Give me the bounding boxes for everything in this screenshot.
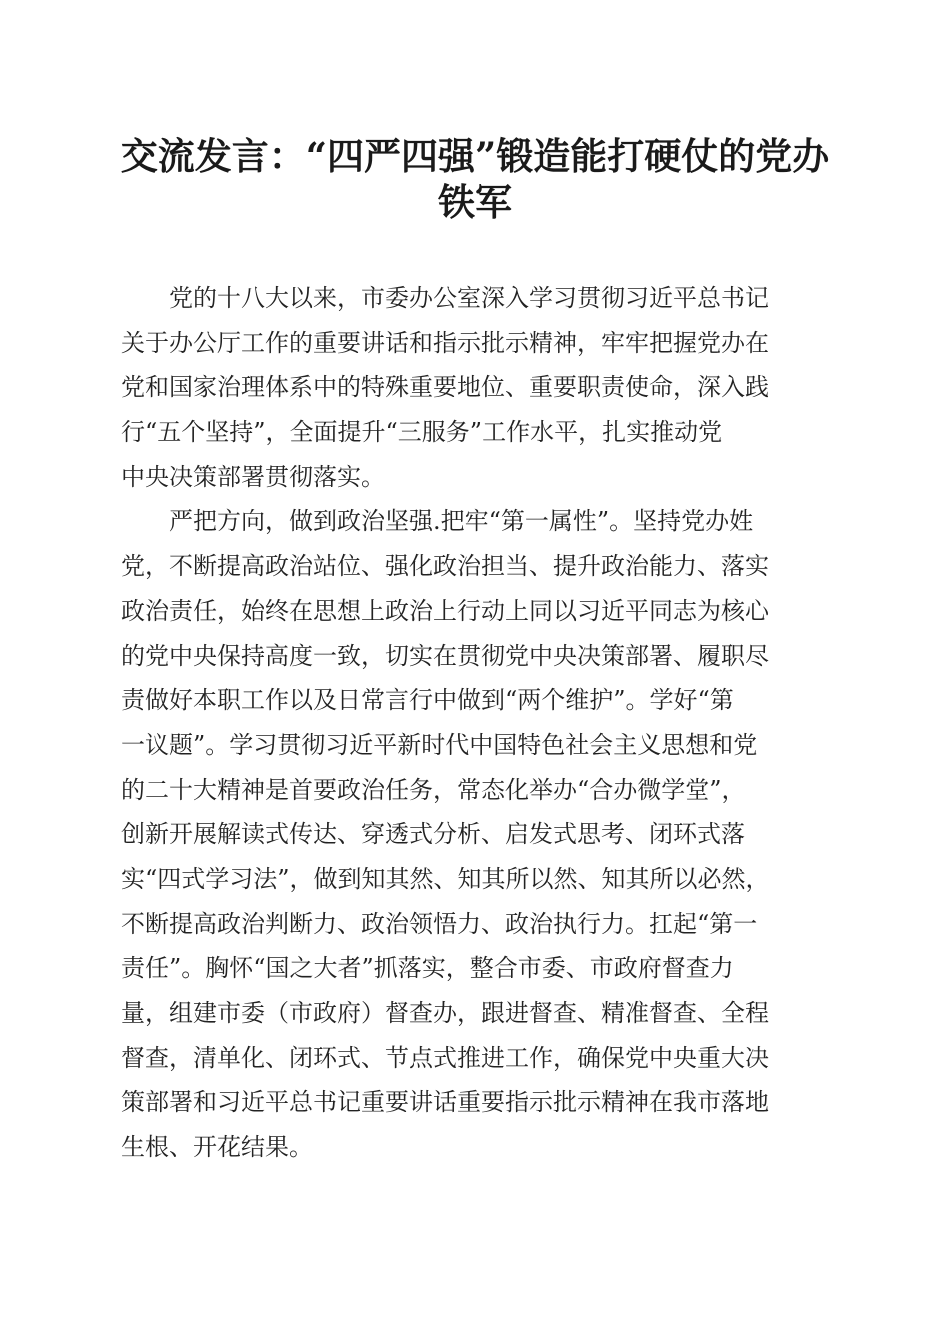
paragraph-2 bbox=[121, 499, 833, 1169]
text-line: 责任”。胸怀“国之大者”抓落实，整合市委、市政府督查力 bbox=[121, 954, 734, 983]
text-line: 政治责任，始终在思想上政治上行动上同以习近平同志为核心 bbox=[121, 596, 769, 625]
text-line: 严把方向，做到政治坚强.把牢“第一属性”。坚持党办姓 bbox=[169, 507, 754, 536]
text-line: 生根、开花结果。 bbox=[121, 1133, 313, 1162]
text-line: 党和国家治理体系中的特殊重要地位、重要职责使命，深入践 bbox=[121, 373, 769, 402]
text-line: 不断提高政治判断力、政治领悟力、政治执行力。扛起“第一 bbox=[121, 909, 758, 938]
text-line: 实“四式学习法”，做到知其然、知其所以然、知其所以必然， bbox=[121, 864, 770, 893]
title-line: 铁军 bbox=[438, 180, 512, 224]
text-line: 的二十大精神是首要政治任务，常态化举办“合办微学堂”， bbox=[121, 775, 746, 804]
text-line: 责做好本职工作以及日常言行中做到“两个维护”。学好“第 bbox=[121, 686, 734, 715]
text-line: 策部署和习近平总书记重要讲话重要指示批示精神在我市落地 bbox=[121, 1088, 769, 1117]
text-line: 党的十八大以来，市委办公室深入学习贯彻习近平总书记 bbox=[169, 284, 769, 312]
text-line: 行“五个坚持”，全面提升“三服务”工作水平，扎实推动党 bbox=[121, 418, 723, 447]
text-line: 的党中央保持高度一致，切实在贯彻党中央决策部署、履职尽 bbox=[121, 641, 769, 670]
text-line: 督查，清单化、闭环式、节点式推进工作，确保党中央重大决 bbox=[121, 1043, 769, 1072]
text-line: 关于办公厅工作的重要讲话和指示批示精神，牢牢把握党办在 bbox=[121, 328, 769, 357]
paragraph-1 bbox=[121, 276, 833, 499]
document-body bbox=[121, 276, 833, 1170]
document-title bbox=[100, 133, 850, 225]
text-line: 量，组建市委（市政府）督查办，跟进督查、精准督查、全程 bbox=[121, 999, 769, 1027]
title-line: 交流发言：“四严四强”锻造能打硬仗的党办 bbox=[120, 134, 830, 178]
text-line: 中央决策部署贯彻落实。 bbox=[121, 462, 385, 491]
text-line: 一议题”。学习贯彻习近平新时代中国特色社会主义思想和党 bbox=[121, 730, 758, 759]
text-line: 创新开展解读式传达、穿透式分析、启发式思考、闭环式落 bbox=[121, 820, 745, 849]
text-line: 党，不断提高政治站位、强化政治担当、提升政治能力、落实 bbox=[121, 552, 769, 581]
